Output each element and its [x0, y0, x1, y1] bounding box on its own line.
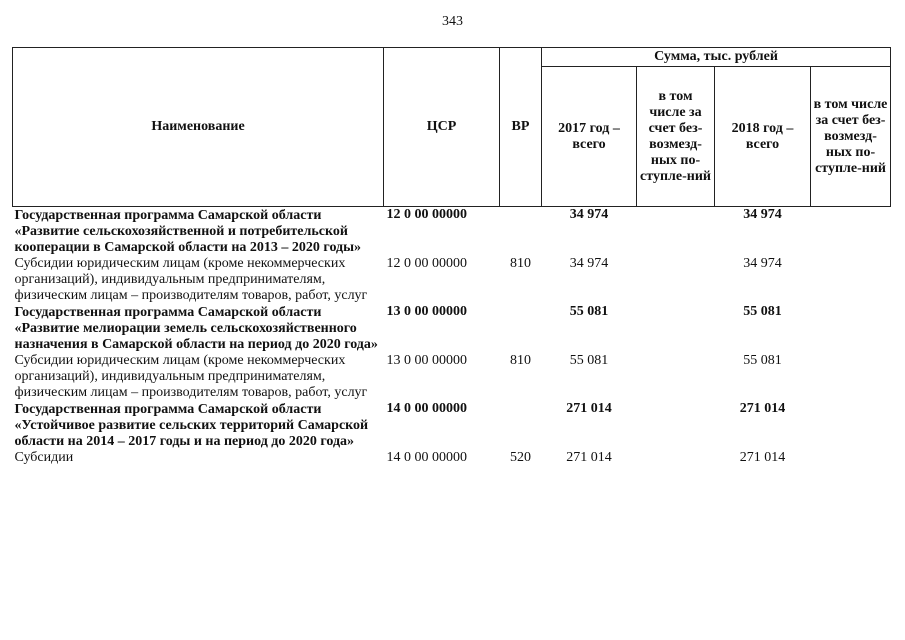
table-row: [13, 450, 891, 466]
row-2018-free: [811, 353, 891, 401]
table-row: [13, 401, 891, 450]
row-2018-free: [811, 304, 891, 353]
row-csr: 12 0 00 00000: [386, 207, 467, 222]
page-number: 343: [442, 14, 463, 29]
table-header: [13, 48, 891, 207]
row-2018-free: [811, 256, 891, 304]
row-2018-total: 34 974: [743, 207, 782, 222]
row-2018-total: 55 081: [743, 353, 782, 368]
table-row: [13, 353, 891, 401]
row-2017-total: 34 974: [569, 207, 609, 222]
row-vr: [500, 401, 542, 450]
row-2018-total: 55 081: [743, 304, 782, 319]
row-csr: 13 0 00 00000: [386, 304, 467, 319]
row-2018-total: 34 974: [743, 256, 782, 271]
row-name: Субсидии: [14, 450, 74, 465]
table-row: [13, 304, 891, 353]
row-2018-total: 271 014: [739, 401, 786, 416]
header-2017-total: 2017 год – всего: [542, 67, 637, 207]
table-row: [13, 256, 891, 304]
row-2017-free: [637, 256, 715, 304]
row-name: Субсидии юридическим лицам (кроме некоммерческих организаций), индивидуальным предпринимателям, физическим лицам – производителям товаров, работ, услуг: [14, 353, 368, 400]
row-vr: 810: [510, 256, 531, 271]
row-vr: 520: [510, 450, 531, 465]
header-vr: ВР: [500, 48, 542, 207]
header-2018-total: 2018 год – всего: [715, 67, 811, 207]
row-2017-free: [637, 207, 715, 257]
budget-table: [12, 47, 891, 466]
row-2017-total: 55 081: [569, 353, 609, 368]
row-2017-free: [637, 304, 715, 353]
header-2017-free: в том числе за счет без-возмезд-ных по-ступле-ний: [637, 67, 715, 207]
row-vr: [500, 304, 542, 353]
row-name: Государственная программа Самарской области «Устойчивое развитие сельских территорий Самарской области на 2014 – 2017 годы и на период до 2020 года»: [14, 402, 369, 449]
row-2017-total: 55 081: [569, 304, 609, 319]
row-vr: [500, 207, 542, 257]
table-row: [13, 207, 891, 257]
row-name: Государственная программа Самарской области «Развитие сельскохозяйственной и потребительской кооперации в Самарской области на 2013 – 2020 годы»: [14, 208, 362, 255]
header-sum-group: Сумма, тыс. рублей: [542, 48, 891, 67]
header-csr: ЦСР: [384, 48, 500, 207]
row-2017-total: 271 014: [566, 450, 612, 465]
header-name: Наименование: [13, 48, 384, 207]
row-name: Государственная программа Самарской области «Развитие мелиорации земель сельскохозяйственного назначения в Самарской области на период до 2020 года»: [14, 305, 378, 352]
row-2018-free: [811, 207, 891, 257]
row-2018-total: 271 014: [739, 450, 786, 465]
row-2017-total: 34 974: [569, 256, 609, 271]
row-2018-free: [811, 450, 891, 466]
header-2018-free: в том числе за счет без-возмезд-ных по-ступле-ний: [811, 67, 891, 207]
row-2017-total: 271 014: [566, 401, 612, 416]
row-csr: 14 0 00 00000: [386, 401, 467, 416]
row-csr: 14 0 00 00000: [386, 450, 467, 465]
row-2017-free: [637, 401, 715, 450]
row-2017-free: [637, 353, 715, 401]
row-csr: 13 0 00 00000: [386, 353, 467, 368]
row-2018-free: [811, 401, 891, 450]
row-csr: 12 0 00 00000: [386, 256, 467, 271]
row-vr: 810: [510, 353, 531, 368]
row-2017-free: [637, 450, 715, 466]
row-name: Субсидии юридическим лицам (кроме некоммерческих организаций), индивидуальным предпринимателям, физическим лицам – производителям товаров, работ, услуг: [14, 256, 368, 303]
